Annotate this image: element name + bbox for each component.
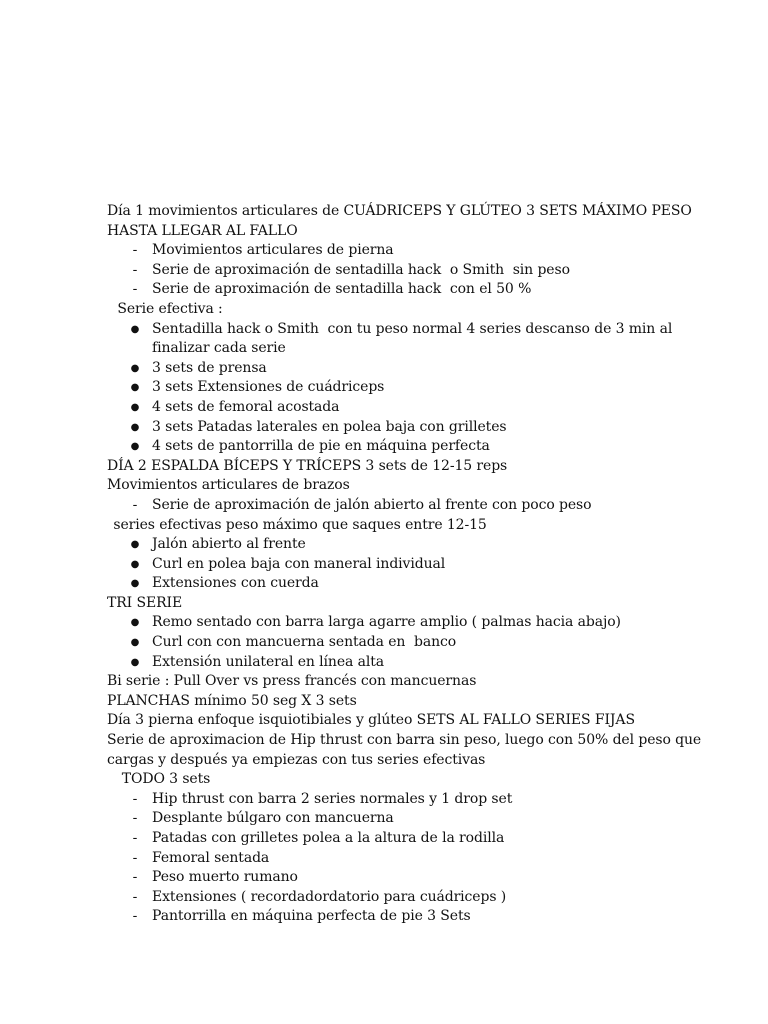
paragraph-line: Día 3 pierna enfoque isquiotibiales y glúteo SETS AL FALLO SERIES FIJAS xyxy=(107,712,635,729)
dash-marker-icon: - xyxy=(132,810,138,827)
paragraph-line: Bi serie : Pull Over vs press francés con mancuernas xyxy=(107,673,477,690)
list-item-text: 4 sets de pantorrilla de pie en máquina perfecta xyxy=(152,438,490,455)
list-item-text: Femoral sentada xyxy=(152,849,270,866)
dash-marker-icon: - xyxy=(132,908,138,925)
bullet-list-item xyxy=(107,418,707,438)
list-item-text: Curl con con mancuerna sentada en banco xyxy=(152,634,457,651)
paragraph-line: series efectivas peso máximo que saques entre 12-15 xyxy=(109,516,487,533)
list-item-text: Serie de aproximación de sentadilla hack con el 50 % xyxy=(152,281,532,298)
bullet-list-item xyxy=(107,359,707,379)
bullet-list-item xyxy=(107,535,707,555)
bullet-marker-icon: ● xyxy=(130,637,140,649)
dash-marker-icon: - xyxy=(132,242,138,259)
dash-marker-icon: - xyxy=(132,496,138,513)
paragraph-line: Día 1 movimientos articulares de CUÁDRICEPS Y GLÚTEO 3 SETS MÁXIMO PESO HASTA LLEGAR AL FALLO xyxy=(107,203,697,239)
paragraph-line: Serie efectiva : xyxy=(113,300,223,317)
dash-list-item xyxy=(107,496,707,516)
list-item-text: Extensión unilateral en línea alta xyxy=(152,653,385,670)
list-item-text: Serie de aproximación de jalón abierto al frente con poco peso xyxy=(152,496,592,513)
list-item-text: Hip thrust con barra 2 series normales y 1 drop set xyxy=(152,790,513,807)
paragraph-line: TRI SERIE xyxy=(107,594,183,611)
dash-list-item xyxy=(107,868,707,888)
dash-list-item xyxy=(107,888,707,908)
bullet-list-item xyxy=(107,574,707,594)
dash-marker-icon: - xyxy=(132,888,138,905)
list-item-text: 4 sets de femoral acostada xyxy=(152,398,340,415)
list-item-text: 3 sets Patadas laterales en polea baja con grilletes xyxy=(152,418,507,435)
paragraph-line: Movimientos articulares de brazos xyxy=(107,477,350,494)
bullet-list-item xyxy=(107,320,707,359)
bullet-marker-icon: ● xyxy=(130,401,140,413)
paragraph-line: PLANCHAS mínimo 50 seg X 3 sets xyxy=(107,692,357,709)
bullet-marker-icon: ● xyxy=(130,656,140,668)
paragraph-line: DÍA 2 ESPALDA BÍCEPS Y TRÍCEPS 3 sets de 12-15 reps xyxy=(107,457,508,474)
bullet-marker-icon: ● xyxy=(130,617,140,629)
bullet-marker-icon: ● xyxy=(130,578,140,590)
list-item-text: 3 sets de prensa xyxy=(152,359,267,376)
list-item-text: Jalón abierto al frente xyxy=(152,536,306,553)
bullet-marker-icon: ● xyxy=(130,558,140,570)
list-item-text: Serie de aproximación de sentadilla hack o Smith sin peso xyxy=(152,261,570,278)
bullet-marker-icon: ● xyxy=(130,421,140,433)
bullet-marker-icon: ● xyxy=(130,323,140,335)
list-item-text: 3 sets Extensiones de cuádriceps xyxy=(152,379,385,396)
list-item-text: Desplante búlgaro con mancuerna xyxy=(152,810,394,827)
dash-marker-icon: - xyxy=(132,830,138,846)
bullet-list-item xyxy=(107,378,707,398)
dash-list-item xyxy=(107,829,707,849)
list-item-text: Extensiones ( recordadordatorio para cuádriceps ) xyxy=(152,888,507,905)
dash-list-item xyxy=(107,790,707,810)
list-item-text: Remo sentado con barra larga agarre amplio ( palmas hacia abajo) xyxy=(152,614,621,631)
list-item-text: Sentadilla hack o Smith con tu peso normal 4 series descanso de 3 min al finalizar cada serie xyxy=(152,320,677,357)
list-item-text: Extensiones con cuerda xyxy=(152,575,319,592)
dash-list-item xyxy=(107,261,707,281)
dash-list-item xyxy=(107,907,707,927)
bullet-list-item xyxy=(107,653,707,673)
dash-marker-icon: - xyxy=(132,790,138,807)
document-body xyxy=(107,202,707,927)
dash-marker-icon: - xyxy=(132,281,138,298)
list-item-text: Curl en polea baja con maneral individual xyxy=(152,555,446,572)
list-item-text: Patadas con grilletes polea a la altura de la rodilla xyxy=(152,830,505,846)
list-item-text: Peso muerto rumano xyxy=(152,869,298,886)
bullet-list-item xyxy=(107,555,707,575)
bullet-list-item xyxy=(107,398,707,418)
bullet-marker-icon: ● xyxy=(130,362,140,374)
list-item-text: Movimientos articulares de pierna xyxy=(152,242,394,259)
dash-list-item xyxy=(107,280,707,300)
dash-marker-icon: - xyxy=(132,849,138,866)
bullet-marker-icon: ● xyxy=(130,382,140,394)
paragraph-line: Serie de aproximacion de Hip thrust con barra sin peso, luego con 50% del peso que cargas y después ya empiezas con tus series efectivas xyxy=(107,732,706,768)
bullet-list-item xyxy=(107,633,707,653)
bullet-list-item xyxy=(107,613,707,633)
dash-list-item xyxy=(107,809,707,829)
bullet-marker-icon: ● xyxy=(130,539,140,551)
bullet-list-item xyxy=(107,437,707,457)
dash-marker-icon: - xyxy=(132,869,138,886)
list-item-text: Pantorrilla en máquina perfecta de pie 3 Sets xyxy=(152,908,471,925)
paragraph-line: TODO 3 sets xyxy=(113,771,211,788)
dash-list-item xyxy=(107,241,707,261)
dash-list-item xyxy=(107,849,707,869)
bullet-marker-icon: ● xyxy=(130,441,140,453)
dash-marker-icon: - xyxy=(132,261,138,278)
